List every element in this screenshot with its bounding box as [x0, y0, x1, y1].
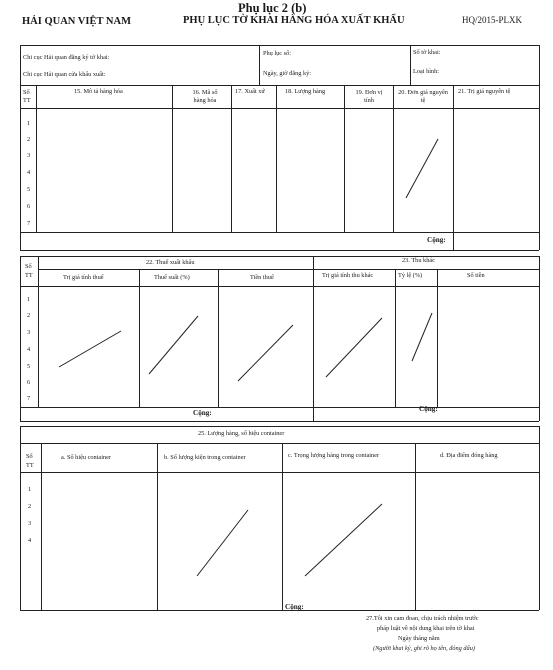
tax-row-number: 5	[27, 363, 31, 370]
cross-out-stroke	[326, 318, 382, 377]
signature-instruction: (Người khai ký, ghi rõ họ tên, đóng dấu)	[373, 645, 475, 652]
goods-row-number: 3	[27, 152, 31, 159]
container-col-packages: b. Số lượng kiện trong container	[164, 454, 246, 461]
tax-row-number: 7	[27, 395, 31, 402]
appendix-number: Phụ lục 2 (b)	[238, 1, 307, 15]
other-total-label: Cộng:	[419, 405, 438, 413]
declaration-number-label: Số tờ khai:	[413, 49, 441, 56]
cross-out-stroke	[149, 316, 198, 374]
container-col-stt: Số TT	[26, 453, 34, 469]
goods-row-number: 2	[27, 136, 31, 143]
goods-col-origin: 17. Xuất xứ	[235, 88, 265, 95]
goods-row-number: 6	[27, 203, 31, 210]
container-section-title: 25. Lượng hàng, số hiệu container	[198, 430, 285, 437]
tax-total-label: Cộng:	[193, 409, 212, 417]
form-title: PHỤ LỤC TỜ KHAI HÀNG HÓA XUẤT KHẨU	[183, 15, 405, 26]
goods-col-quantity: 18. Lượng hàng	[285, 88, 326, 95]
registering-office-label: Chi cục Hải quan đăng ký tờ khai:	[23, 54, 110, 61]
other-col-amount: Số tiền	[467, 272, 485, 279]
tax-row-number: 3	[27, 329, 31, 336]
tax-row-number: 4	[27, 346, 31, 353]
goods-total-label: Cộng:	[427, 236, 446, 244]
tax-col-stt: Số TT	[25, 263, 33, 280]
agency-name: HẢI QUAN VIỆT NAM	[22, 16, 131, 27]
tax-col-tax-rate: Thuế suất (%)	[154, 274, 190, 281]
goods-col-unit: 19. Đơn vị tính	[355, 89, 383, 105]
goods-row-number: 5	[27, 186, 31, 193]
cross-out-stroke	[238, 325, 293, 381]
form-code: HQ/2015-PLXK	[462, 15, 522, 25]
goods-row-number: 1	[27, 120, 31, 127]
goods-col-stt: Số TT	[23, 89, 31, 105]
registration-datetime-label: Ngày, giờ đăng ký:	[263, 70, 312, 77]
tax-col-taxable-value: Trị giá tính thuế	[63, 274, 104, 281]
container-total-label: Cộng:	[285, 603, 304, 611]
goods-row-number: 4	[27, 169, 31, 176]
commitment-line-1: 27.Tôi xin cam đoan, chịu trách nhiệm trước	[366, 615, 479, 622]
goods-col-hs-code: 16. Mã số hàng hóa	[192, 89, 218, 105]
tax-col-tax-amount: Tiền thuế	[250, 274, 274, 281]
tax-row-number: 1	[27, 296, 31, 303]
tax-row-number: 2	[27, 312, 31, 319]
commitment-line-2: pháp luật về nội dung khai trên tờ khai	[377, 625, 475, 632]
container-row-number: 1	[28, 486, 32, 493]
export-tax-group-title: 22. Thuế xuất khẩu	[146, 259, 195, 266]
goods-col-value: 21. Trị giá nguyên tệ	[458, 88, 511, 95]
appendix-number-label: Phụ lục số:	[263, 50, 291, 57]
container-col-number: a. Số hiệu container	[61, 454, 112, 461]
cross-out-stroke	[59, 331, 121, 367]
signature-date-line: Ngày tháng năm	[398, 635, 440, 642]
cross-out-stroke	[406, 139, 438, 198]
other-col-value: Trị giá tính thu khác	[322, 272, 374, 279]
goods-col-description: 15. Mô tả hàng hóa	[74, 88, 123, 95]
border-office-label: Chi cục Hải quan cửa khẩu xuất:	[23, 71, 106, 78]
cross-out-stroke	[412, 313, 432, 361]
container-row-number: 4	[28, 537, 32, 544]
container-col-location: d. Địa điểm đóng hàng	[440, 452, 498, 459]
other-col-rate: Tỷ lệ (%)	[398, 272, 423, 279]
other-charges-group-title: 23. Thu khác	[402, 257, 435, 264]
goods-col-unit-price: 20. Đơn giá nguyên tệ	[398, 89, 448, 105]
container-row-number: 2	[28, 503, 32, 510]
tax-row-number: 6	[27, 379, 31, 386]
container-row-number: 3	[28, 520, 32, 527]
declaration-type-label: Loại hình:	[413, 68, 440, 75]
cross-out-stroke	[305, 504, 382, 576]
cross-out-stroke	[197, 510, 248, 576]
goods-row-number: 7	[27, 220, 31, 227]
container-col-weight: c. Trọng lượng hàng trong container	[288, 452, 380, 459]
